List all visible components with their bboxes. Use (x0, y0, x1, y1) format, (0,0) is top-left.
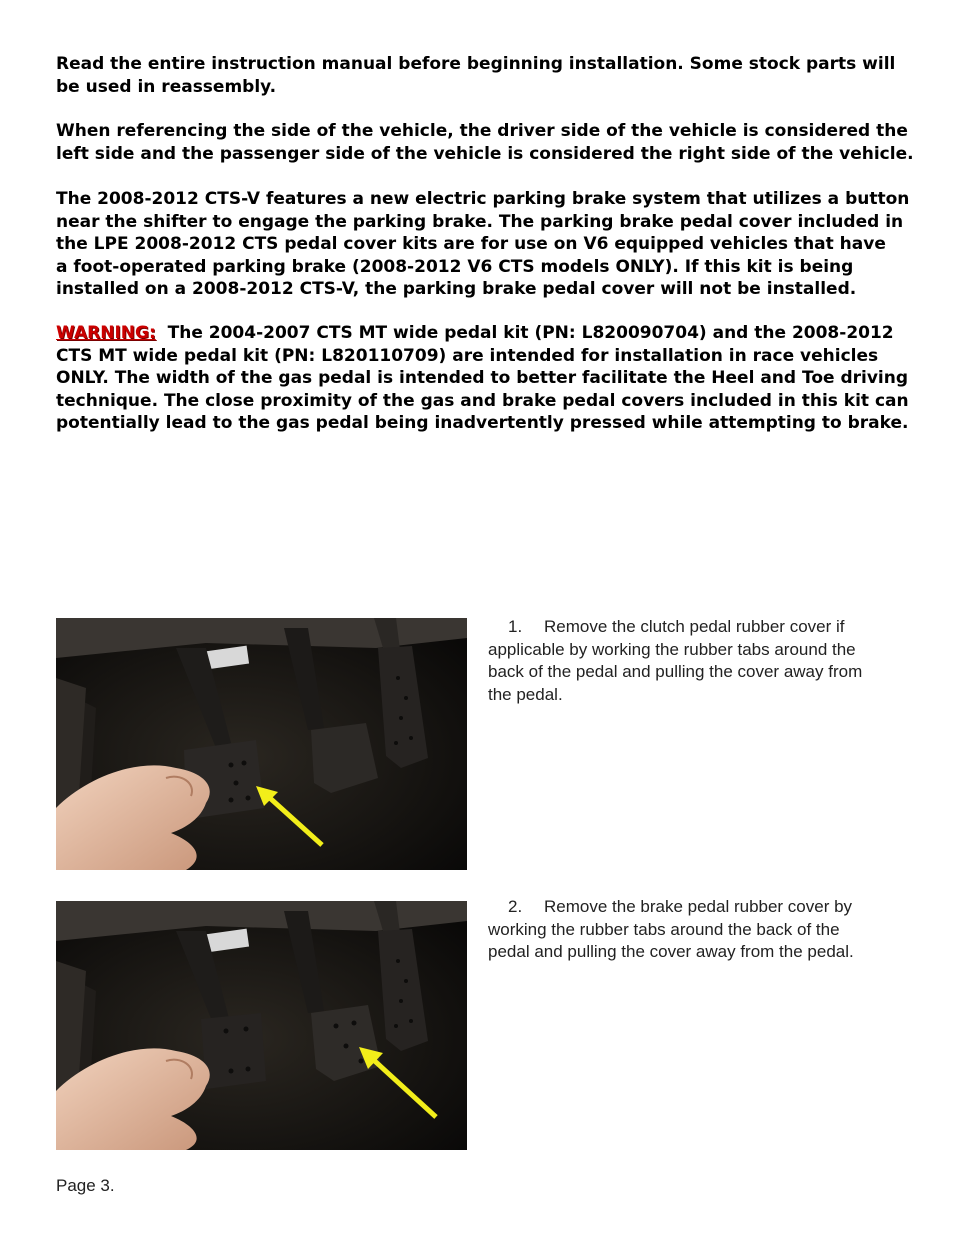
text-line (488, 896, 908, 919)
intro-paragraph-2 (56, 120, 914, 165)
text-line: near the shifter to engage the parking brake. The parking brake pedal cover included in (56, 211, 904, 232)
step-2-photo (56, 901, 467, 1150)
text-line (488, 616, 908, 639)
step-2-text (488, 896, 908, 964)
text-line: The 2008-2012 CTS-V features a new electric parking brake system that utilizes a button (56, 189, 910, 209)
step-1-photo (56, 618, 467, 870)
text-line: When referencing the side of the vehicle, the driver side of the vehicle is considered the (56, 121, 908, 141)
text-line: technique. The close proximity of the gas and brake pedal covers included in this kit can (56, 390, 909, 411)
text-line: applicable by working the rubber tabs around the (488, 639, 856, 659)
text-line: be used in reassembly. (56, 76, 277, 97)
text-line: CTS MT wide pedal kit (PN: L820110709) are intended for installation in race vehicles (56, 345, 879, 366)
text-line: pedal and pulling the cover away from the pedal. (488, 942, 854, 961)
page-number: Page 3. (56, 1176, 115, 1195)
text-line: back of the pedal and pulling the cover away from (488, 662, 863, 681)
text-line: installed on a 2008-2012 CTS-V, the parking brake pedal cover will not be installed. (56, 279, 857, 299)
text-line: working the rubber tabs around the back of the (488, 919, 840, 939)
text-line: Read the entire instruction manual before beginning installation. Some stock parts will (56, 54, 896, 74)
text-line: potentially lead to the gas pedal being inadvertently pressed while attempting to brake. (56, 413, 909, 433)
text-line: the pedal. (488, 684, 563, 704)
text-line: left side and the passenger side of the vehicle is considered the right side of the vehicle. (56, 143, 914, 164)
intro-paragraph-1 (56, 53, 906, 98)
warning-label: WARNING: (56, 323, 156, 343)
step-1-text (488, 616, 908, 706)
text-line: a foot-operated parking brake (2008-2012 V6 CTS models ONLY). If this kit is being (56, 256, 854, 277)
pedal-photo-clutch (56, 618, 467, 870)
step-number: 1. (508, 617, 523, 636)
step-first-line: Remove the brake pedal rubber cover by (544, 897, 853, 916)
step-first-line: Remove the clutch pedal rubber cover if (544, 617, 845, 636)
intro-paragraph-3 (56, 188, 910, 301)
text-line (56, 322, 906, 345)
warning-paragraph (56, 322, 909, 435)
step-number: 2. (508, 897, 523, 916)
warning-first-line: The 2004-2007 CTS MT wide pedal kit (PN: L820090704) and the 2008-2012 (167, 323, 894, 343)
text-line: the LPE 2008-2012 CTS pedal cover kits are for use on V6 equipped vehicles that have (56, 234, 886, 254)
text-line: ONLY. The width of the gas pedal is intended to better facilitate the Heel and Toe driving (56, 368, 909, 388)
pedal-photo-brake (56, 901, 467, 1150)
